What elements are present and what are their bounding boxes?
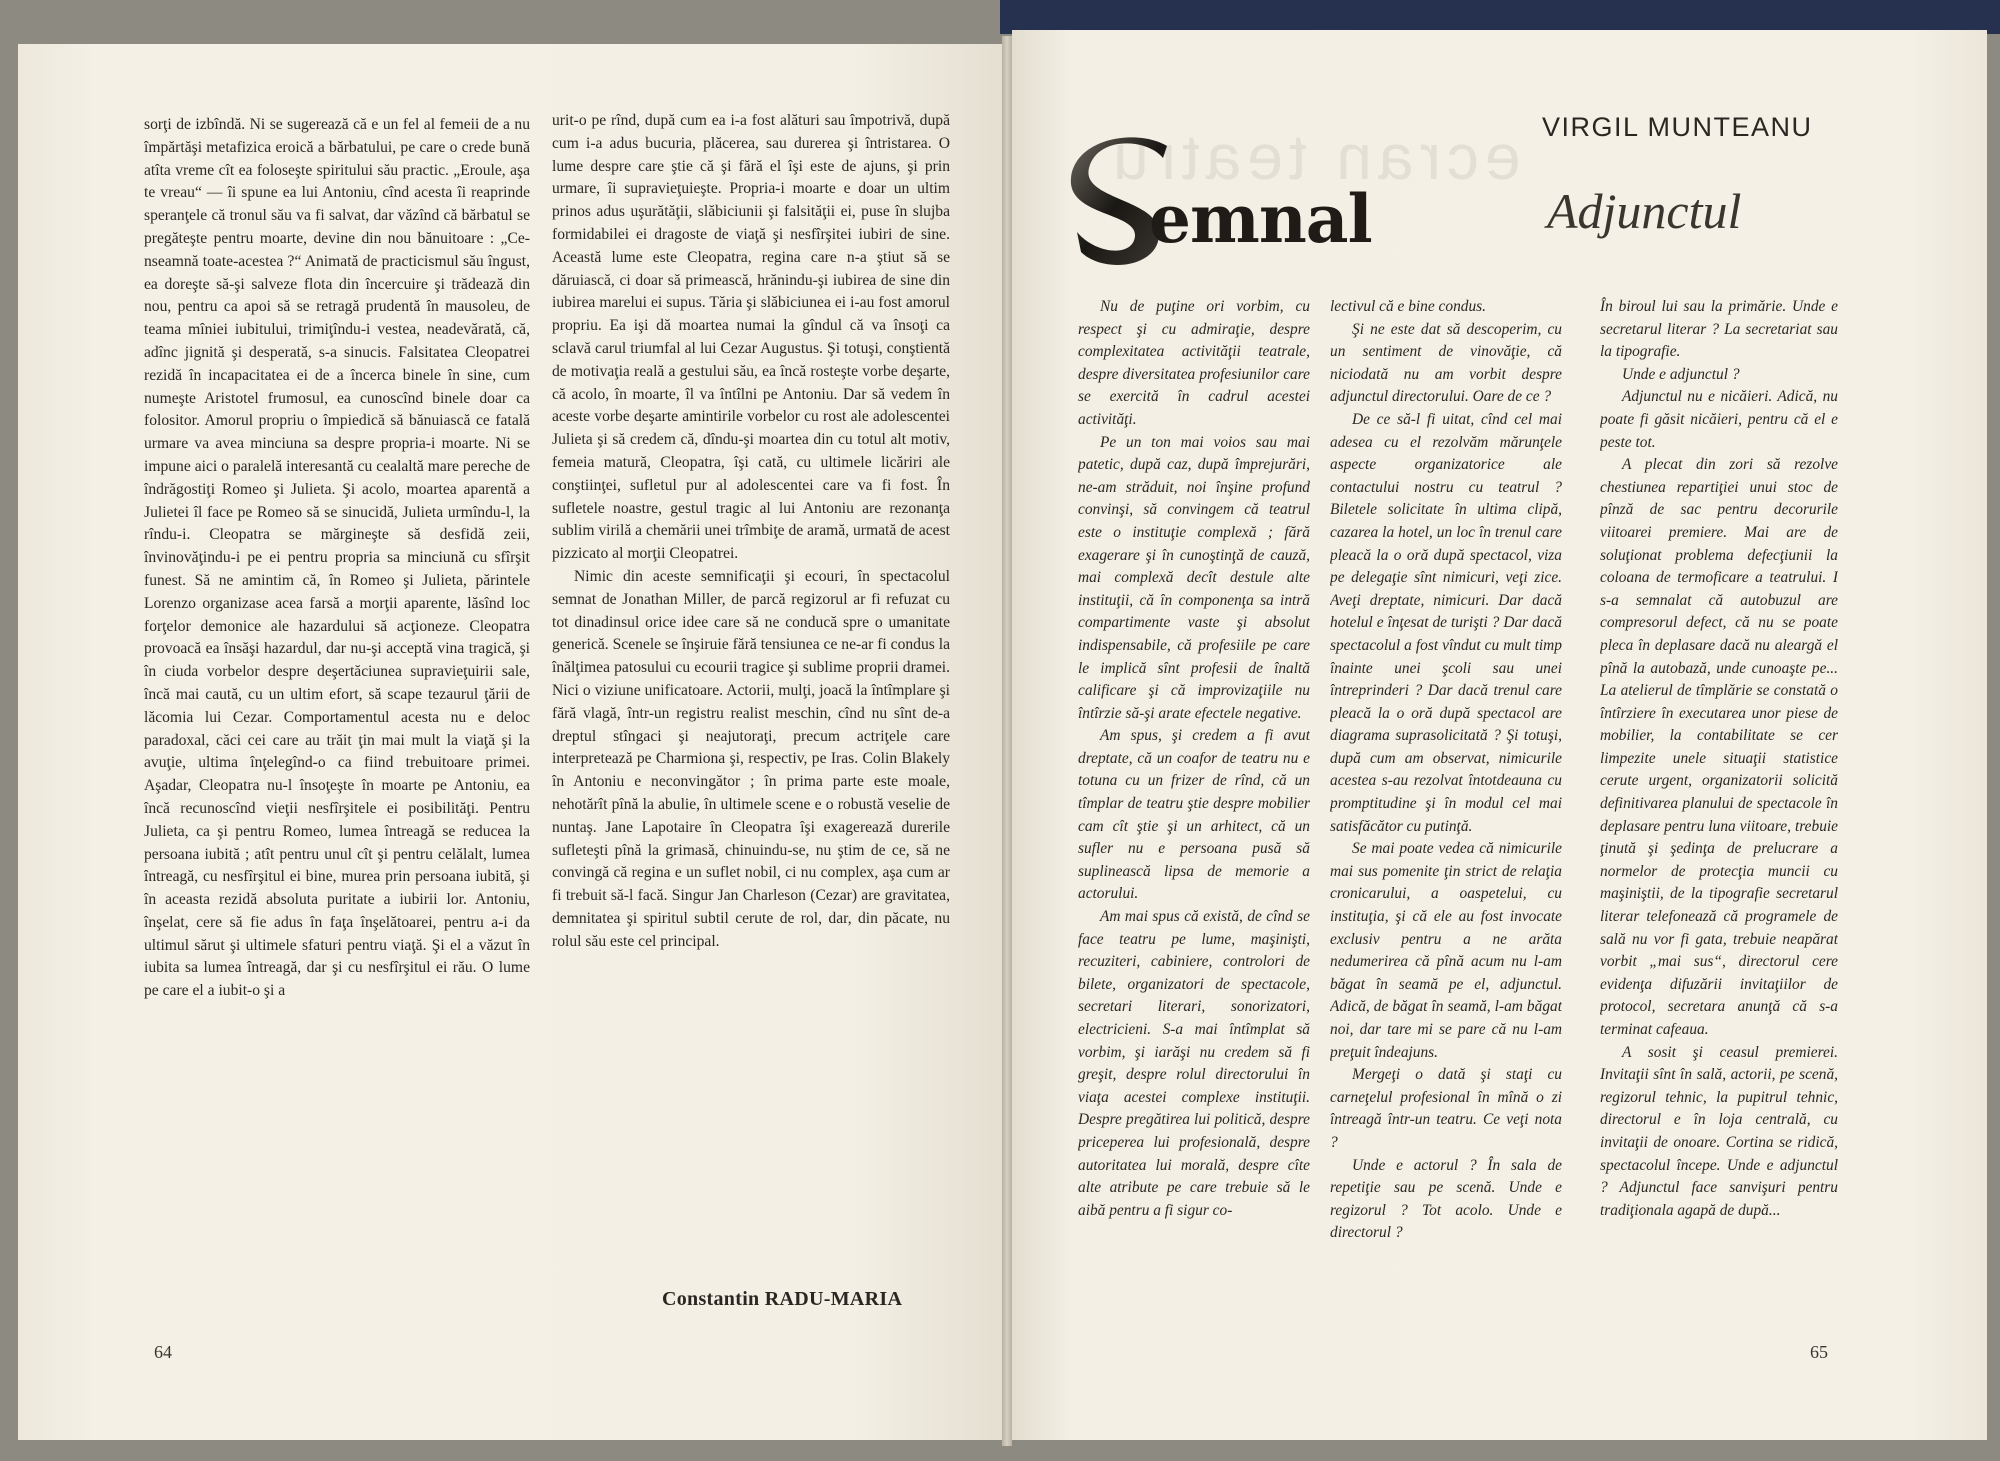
right-column-1 xyxy=(1078,296,1310,1356)
paragraph: Se mai poate vedea că nimicurile mai sus pomenite ţin strict de relaţia cronicarului, a oaspetelui, cu instituţia, şi că ele au fost invocate exclusiv pentru a ne arăta nedumerirea că pînă acum nu l-am băgat în seamă pe el, adjunctul. Adică, de băgat în seamă, l-am băgat noi, dar tare mi se pare că nu l-am preţuit îndeajuns. xyxy=(1330,840,1562,1061)
paragraph: Pe un ton mai voios sau mai patetic, după caz, după împrejurări, ne-am străduit, noi înşine profund convinşi, să convingem că teatrul este o instituţie complexă ; fără exagerare şi în cunoştinţă de cauză, mai complexă decît destule alte instituţii, că în componenţa sa intră compartimente vaste şi absolut indispensabile, că profesiile pe care le implică sînt profesii de înaltă calificare şi că improvizaţiile nu întîrzie să-şi arate efectele negative. xyxy=(1078,433,1310,722)
paragraph: Unde e actorul ? În sala de repetiţie sau pe scenă. Unde e regizorul ? Tot acolo. Unde e directorul ? xyxy=(1330,1156,1562,1242)
paragraph: Şi ne este dat să descoperim, cu un sentiment de vinovăţie, că niciodată nu am vorbit despre adjunctul directorului. Oare de ce ? xyxy=(1330,320,1562,406)
paragraph: A plecat din zori să rezolve chestiunea repartiţiei unui stoc de pînză de sac pentru decorurile viitoarei premiere. Mai are de soluţionat problema defecţiunii la coloana de termoficare a teatrului. I s-a semnalat că autobuzul are compresorul defect, că nu se poate pleca în deplasare dacă nu aleargă el pînă la autobază, unde cunoaşte pe... La atelierul de tîmplărie se constată o întîrziere în executarea unor piese de mobilier, la contabilitate se cer limpezite unele situaţii statistice cerute urgent, organizatorii solicită definitivarea planului de spectacole în deplasare pentru luna viitoare, trebuie ţinută şi şedinţa de prelucrare a normelor de protecţia muncii cu maşiniştii, de la tipografie secretarul literar telefonează că programele de sală nu vor fi gata, trebuie neapărat vorbit „mai sus“, directorul cere evidenţa difuzării invitaţiilor de protocol, secretara anunţă că s-a terminat cafeaua. xyxy=(1600,456,1838,1038)
paragraph: Adjunctul nu e nicăieri. Adică, nu poate fi găsit nicăieri, pentru că el e peste tot. xyxy=(1600,388,1838,451)
article-title: Adjunctul xyxy=(1547,183,1742,239)
section-logo xyxy=(1067,120,1521,280)
right-column-2 xyxy=(1330,296,1562,1356)
section-logo-ghost-text: ecran teatru xyxy=(1107,121,1521,193)
paragraph: Am mai spus că există, de cînd se face teatru pe lume, maşinişti, recuziteri, cabiniere, controlori de bilete, organizatori de spectacole, secretari literari, sonorizatori, electricieni. S-a mai întîmplat să vorbim, şi iarăşi nu credem să fi greşit, despre rolul directorului în viaţa acestei complexe instituţii. Despre pregătirea lui politică, despre priceperea lui profesională, despre autoritatea lui morală, despre cîte alte atribute pe care trebuie să le aibă pentru a fi sigur co- xyxy=(1078,908,1310,1219)
section-logo-text: emnal xyxy=(1149,180,1372,258)
paragraph: sorţi de izbîndă. Ni se sugerează că e un fel al femeii de a nu împărtăşi metafizica eroică a bărbatului, pe care o crede bună atîta vreme cît ea foloseşte spiritului său practic. „Eroule, aşa te vreau“ — îi spune ea lui Antoniu, cînd acesta îi reaprinde speranţele că tronul său va fi salvat, dar văzînd că bărbatul se pregăteşte pentru moarte, devine din nou bănuitoare : „Ce-nseamnă toate-acestea ?“ Animată de practicismul său îngust, ea doreşte să-şi salveze flota din încercuire şi trădează din nou, pentru ca apoi să se retragă prudentă în mausoleu, de teama mîniei iubitului, trimiţîndu-i vestea, neadevărată, că, adînc jignită şi desperată, s-a sinucis. Falsitatea Cleopatrei rezidă în incapacitatea ei de a încerca binele în sine, cum numeşte Aristotel frumosul, ea cunoscînd binele doar ca folositor. Amorul propriu o împiedică să bănuiască ce fatală urmare va avea minciuna sa despre propria-i moarte. Ni se impune aici o paralelă interesantă cu cealaltă mare pereche de îndrăgostiţi Romeo şi Julieta. Şi acolo, moartea aparentă a Julietei îl face pe Romeo să se sinucidă, Julieta urmîndu-l, la rîndu-i. Cleopatra se mărgineşte să desfidă zeii, învinovăţindu-i pe ei pentru propria sa minciună cu sfîrşit funest. Să ne amintim că, în Romeo şi Julieta, părintele Lorenzo organizase acea farsă a morţii aparente, lăsînd loc forţelor demonice ale hazardului să acţioneze. Cleopatra provoacă ea însăşi hazardul, dar nu-şi acceptă vina tragică, şi în ciuda vorbelor despre deşertăciunea supravieţuirii sale, încă mai caută, cu un ultim efort, să scape tezaurul ţării de lăcomia lui Cezar. Comportamentul acesta nu e deloc paradoxal, căci cei care au trăit ţin mai mult la viaţă şi la avuţie, ultima înţelegînd-o ca fiind trebuitoare primei. Aşadar, Cleopatra nu-l însoţeşte în moarte pe Antoniu, ea încă recunoscînd vieţii nesfîrşitele ei posibilităţi. Pentru Julieta, ca şi pentru Romeo, lumea întreagă se reducea la persoana iubită ; atît pentru unul cît şi pentru celălalt, lumea întreagă, cu nesfîrşitul ei bine, murea prin persoana iubită, şi în aceasta rezidă absoluta puritate a iubirii lor. Antoniu, înşelat, cere să fie adus în faţa înşelătoarei, pentru a-i da ultimul sărut şi ultimele sfaturi pentru viaţă. Şi el a văzut în iubita sa lumea întreagă, dar şi cu nesfîrşitul ei rău. O lume pe care el a iubit-o şi a xyxy=(144,116,530,1000)
article-signature: Constantin RADU-MARIA xyxy=(662,1288,903,1310)
book-cover-edge xyxy=(1000,0,2000,34)
paragraph: Mergeţi o dată şi staţi cu carneţelul profesional în mînă o zi întreagă într-un teatru. Ce veţi nota ? xyxy=(1330,1066,1562,1151)
paragraph: Unde e adjunctul ? xyxy=(1622,365,1740,383)
right-page xyxy=(1012,30,1987,1440)
paragraph: urit-o pe rînd, după cum ea i-a fost alături sau împotrivă, după cum i-a adus bucuria, plăcerea, sau durerea şi întristarea. O lume despre care ştie că şi fără el îşi este de ajuns, şi prin urmare, îi supravieţuieşte. Propria-i moarte e doar un ultim prinos adus uşurătăţii, slăbiciunii şi falsităţii ei, puse în slujba formidabilei ei dragoste de viaţă şi nesfîrşitei iubiri de sine. Această lume este Cleopatra, regina care n-a ştiut să se dăruiască, ci doar să primească, hrănindu-şi iubirea de sine din iubirea marelui ei supus. Tăria şi slăbiciunea ei i-au fost amorul propriu. Ea işi dă moartea numai la gîndul că va însoţi ca sclavă carul triumfal al lui Cezar Augustus. Şi totuşi, conştientă de motivaţia reală a gestului său, ea încă rosteşte vorbe deşarte, că acolo, în moarte, îl va întîlni pe Antoniu. Dar să vedem în aceste vorbe deşarte amintirile vorbelor cu rost ale adolescentei Julieta şi să credem că, dîndu-şi moartea din cu totul alt motiv, femeia matură, Cleopatra, îşi cată, cu ultimele licăriri ale conştiinţei, sufletul pur al adolescentei care va fi fost. În sufletele noastre, gestul tragic al lui Antoniu are rezonanţa sublim virilă a chemării unei trîmbiţe de aramă, urmată de acest pizzicato al morţii Cleopatrei. xyxy=(552,112,950,563)
paragraph: În biroul lui sau la primărie. Unde e secretarul literar ? La secretariat sau la tipografie. xyxy=(1600,298,1838,361)
right-column-3 xyxy=(1600,296,1838,1356)
paragraph: Nimic din aceste semnificaţii şi ecouri, în spectacolul semnat de Jonathan Miller, de parcă regizorul ar fi refuzat cu tot dinadinsul orice idee care să ne conducă spre o umanitate generică. Scenele se înşiruie fără tensiunea ce ne-ar fi condus la înălţimea patosului cu ecourii tragice şi sublime proprii dramei. Nici o viziune unificatoare. Actorii, mulţi, joacă la întîmplare şi fără vlagă, într-un registru realist meschin, cînd nu sînt de-a dreptul stîngaci şi neajutoraţi, precum actriţele care interpretează pe Charmiona şi, respectiv, pe Iras. Colin Blakely în Antoniu e neconvingător ; în prima parte este moale, nehotărît pînă la abulie, în ultimele scene e o robustă veselie de nuntaş. Jane Lapotaire în Cleopatra îşi exagerează durerile sufleteşti pînă la grimasă, chinuindu-se, nu ştim de ce, să ne convingă că regina e un suflet nobil, ci nu complex, aşa cum ar fi trebuit să-l facă. Singur Jan Charleson (Cezar) are gravitatea, demnitatea şi spiritul subtil cerute de rol, dar, din păcate, nu rolul său este cel principal. xyxy=(552,567,950,950)
page-number: 65 xyxy=(1810,1342,1828,1362)
paragraph: A sosit şi ceasul premierei. Invitaţii sînt în sală, actorii, pe scenă, regizorul tehnic, la pupitrul tehnic, directorul e în loja centrală, cu invitaţii de onoare. Cortina se ridică, spectacolul începe. Unde e adjunctul ? Adjunctul face sanvişuri pentru tradiţionala agapă de după... xyxy=(1600,1043,1838,1219)
left-column-2 xyxy=(552,110,950,1300)
paragraph: Nu de puţine ori vorbim, cu respect şi cu admiraţie, despre complexitatea activităţii teatrale, despre diversitatea profesiunilor care se exercită în cadrul acestei activităţi. xyxy=(1078,298,1310,428)
paragraph: Am spus, şi credem a fi avut dreptate, că un coafor de teatru nu e totuna cu un frizer de rînd, că un tîmplar de teatru ştie despre mobilier cam cît ştie şi un arhitect, că un sufler nu e persoana pusă să suplinească lipsa de memorie a actorului. xyxy=(1078,727,1310,903)
left-page xyxy=(18,44,1002,1440)
paragraph: lectivul că e bine condus. xyxy=(1330,298,1486,315)
article-author: VIRGIL MUNTEANU xyxy=(1542,112,1813,142)
left-column-1 xyxy=(144,114,530,1374)
book-gutter xyxy=(1002,36,1012,1446)
page-number: 64 xyxy=(154,1342,172,1362)
paragraph: De ce să-l fi uitat, cînd cel mai adesea cu el rezolvăm mărunţele aspecte organizatorice ale contactului nostru cu teatrul ? Biletele solicitate în ultima clipă, cazarea la hotel, un loc în trenul care pleacă la o oră după spectacol, viza pe delegaţie sînt nimicuri, veţi zice. Aveţi dreptate, nimicuri. Dar dacă hotelul e înţesat de turişti ? Dar dacă spectacolul a fost vîndut cu mult timp înainte unei şcoli sau unei întreprinderi ? Dar dacă trenul care pleacă la o oră după spectacol are diagrama suprasolicitată ? Şi totuşi, după cum am observat, nimicurile acestea s-au rezolvat întotdeauna cu promptitudine şi în modul cel mai satisfăcător cu putinţă. xyxy=(1330,410,1562,835)
